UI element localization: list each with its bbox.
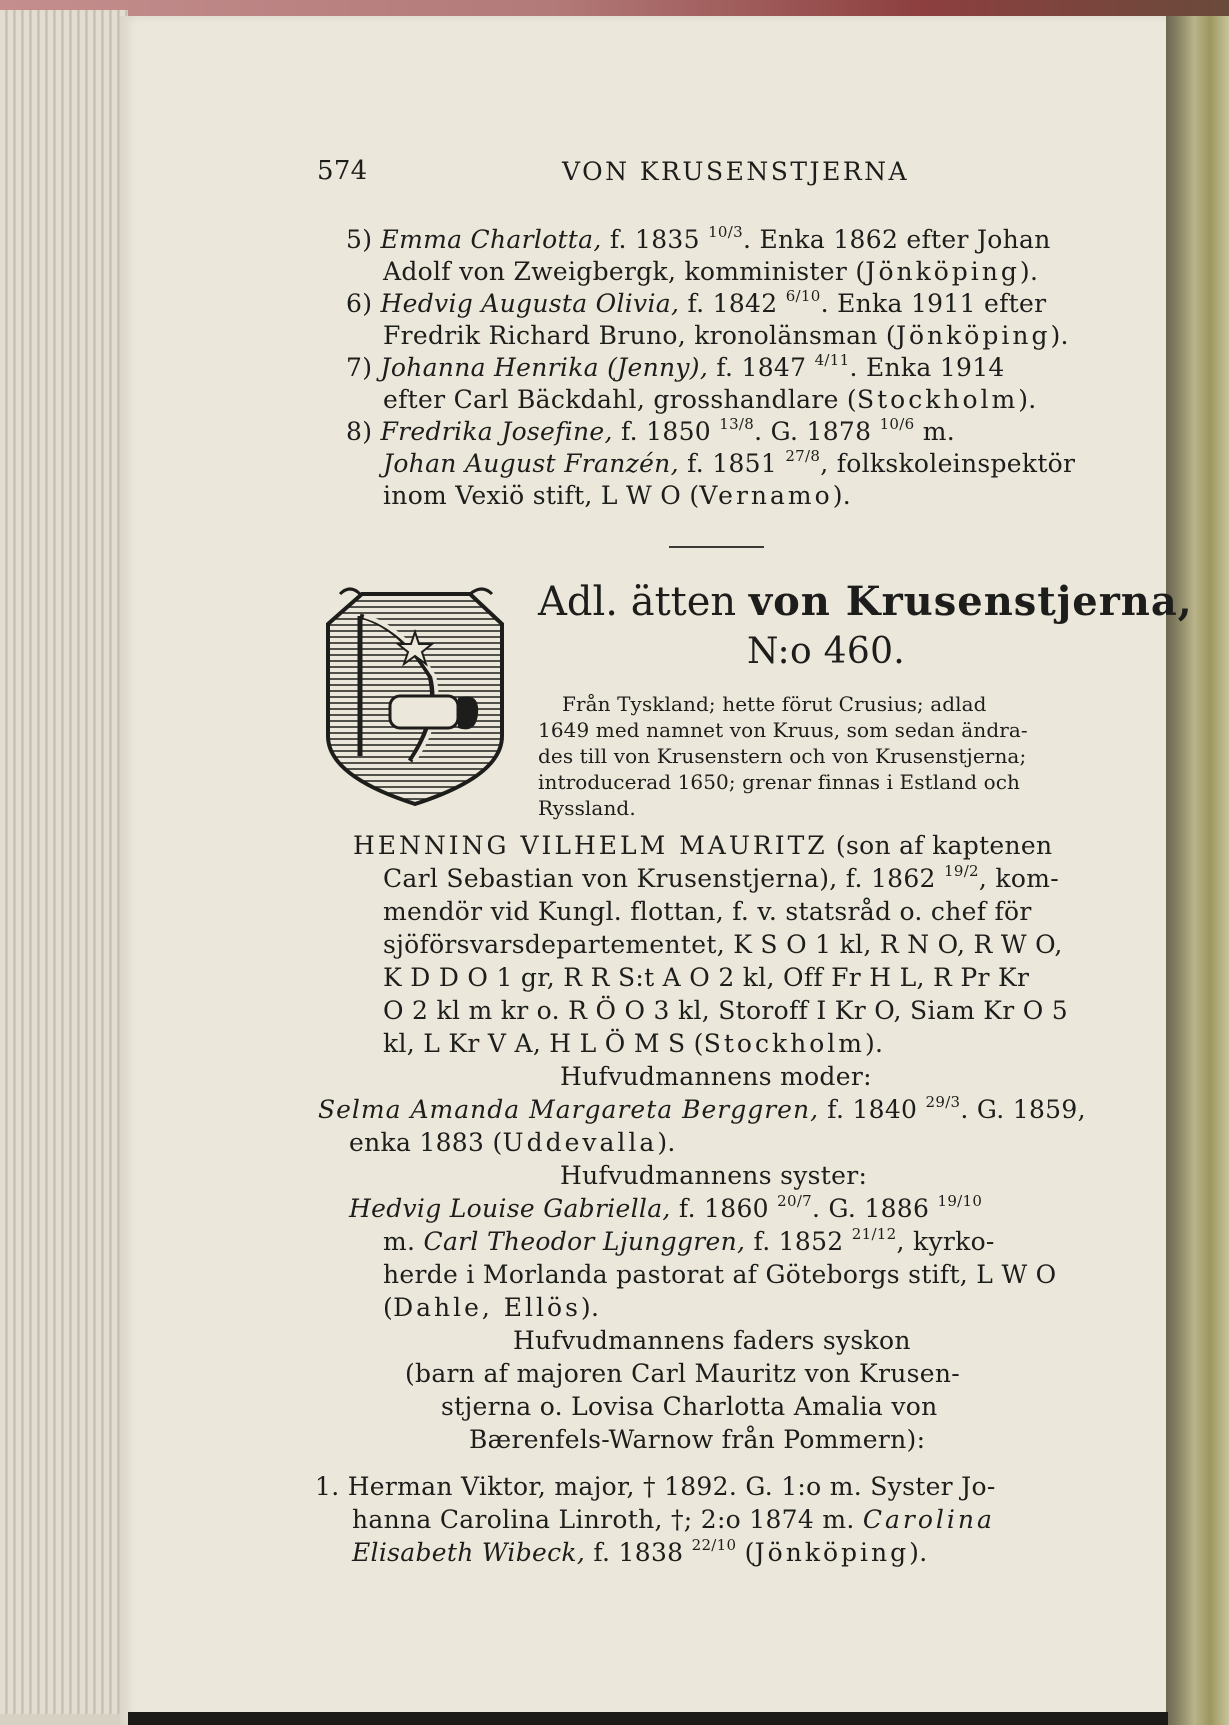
origin-line: introducerad 1650; grenar finnas i Estland och [538, 770, 1021, 794]
mother-entry-cont: enka 1883 (Uddevalla). [349, 1128, 676, 1157]
list-item: 8) Fredrika Josefine, f. 1850 $^{13/8}$. G. 1878 $^{10/6}$ m. [346, 415, 955, 446]
mother-entry: Selma Amanda Margareta Berggren, f. 1840 $^{29/3}$. G. 1859, [318, 1093, 1086, 1124]
sibling-entry-cont: Elisabeth Wibeck, f. 1838 $^{22/10}$ (Jönköping). [352, 1536, 928, 1567]
running-head: VON KRUSENSTJERNA [562, 157, 910, 186]
origin-line: 1649 med namnet von Kruus, som sedan ändra- [538, 718, 1028, 742]
section-divider [669, 546, 764, 548]
family-number: N:o 460. [747, 631, 906, 672]
head-entry-cont: mendör vid Kungl. flottan, f. v. statsråd o. chef för [383, 897, 1032, 926]
list-item-cont: inom Vexiö stift, L W O (Vernamo). [383, 481, 851, 510]
list-item: 6) Hedvig Augusta Olivia, f. 1842 $^{6/10}$. Enka 1911 efter [346, 287, 1047, 318]
section-heading-cont: stjerna o. Lovisa Charlotta Amalia von [441, 1392, 938, 1421]
section-heading: Hufvudmannens syster: [560, 1161, 868, 1190]
origin-line: des till von Krusenstern och von Krusenstjerna; [538, 744, 1027, 768]
bottom-edge [128, 1712, 1168, 1725]
sibling-entry: 1. Herman Viktor, major, † 1892. G. 1:o m. Syster Jo- [315, 1472, 996, 1501]
list-item-cont: Fredrik Richard Bruno, kronolänsman (Jönköping). [383, 321, 1069, 350]
head-entry-cont: Carl Sebastian von Krusenstjerna), f. 1862 $^{19/2}$, kom- [383, 862, 1059, 893]
page-edges [0, 10, 128, 1725]
sister-entry-cont: herde i Morlanda pastorat af Göteborgs stift, L W O [383, 1260, 1057, 1289]
sister-entry: Hedvig Louise Gabriella, f. 1860 $^{20/7}$. G. 1886 $^{19/10}$ [349, 1192, 983, 1223]
head-entry-cont: K D D O 1 gr, R R S:t A O 2 kl, Off Fr H L, R Pr Kr [383, 963, 1030, 992]
facing-page-edge [1166, 16, 1229, 1725]
sister-entry-cont: (Dahle, Ellös). [383, 1293, 600, 1322]
head-entry-cont: kl, L Kr V A, H L Ö M S (Stockholm). [383, 1029, 884, 1058]
list-item-cont: Adolf von Zweigbergk, komminister (Jönköping). [383, 257, 1039, 286]
section-heading: Hufvudmannens faders syskon [513, 1326, 911, 1355]
page-number: 574 [317, 156, 368, 186]
section-heading-cont: Bærenfels-Warnow från Pommern): [469, 1425, 926, 1454]
origin-line: Från Tyskland; hette förut Crusius; adlad [562, 692, 987, 716]
top-edge [0, 0, 1229, 16]
list-item: 5) Emma Charlotta, f. 1835 $^{10/3}$. Enka 1862 efter Johan [346, 223, 1051, 254]
section-heading-cont: (barn af majoren Carl Mauritz von Krusen- [405, 1359, 961, 1388]
list-item-cont: Johan August Franzén, f. 1851 $^{27/8}$, folkskoleinspektör [383, 447, 1076, 478]
coat-of-arms-icon [320, 586, 510, 808]
section-heading: Hufvudmannens moder: [560, 1062, 872, 1091]
head-entry-cont: sjöförsvarsdepartementet, K S O 1 kl, R N O, R W O, [383, 930, 1063, 959]
list-item-cont: efter Carl Bäckdahl, grosshandlare (Stockholm). [383, 385, 1037, 414]
bottom-edge-left [0, 1714, 128, 1725]
head-entry: HENNING VILHELM MAURITZ (son af kaptenen [353, 831, 1053, 860]
head-entry-cont: O 2 kl m kr o. R Ö O 3 kl, Storoff I Kr O, Siam Kr O 5 [383, 996, 1068, 1025]
origin-line: Ryssland. [538, 796, 636, 820]
family-title: Adl. ätten von Krusenstjerna, [538, 578, 1193, 625]
sibling-entry-cont: hanna Carolina Linroth, †; 2:o 1874 m. Carolina [352, 1505, 995, 1534]
sister-entry-cont: m. Carl Theodor Ljunggren, f. 1852 $^{21/12}$, kyrko- [383, 1225, 995, 1256]
list-item: 7) Johanna Henrika (Jenny), f. 1847 $^{4/11}$. Enka 1914 [346, 351, 1005, 382]
